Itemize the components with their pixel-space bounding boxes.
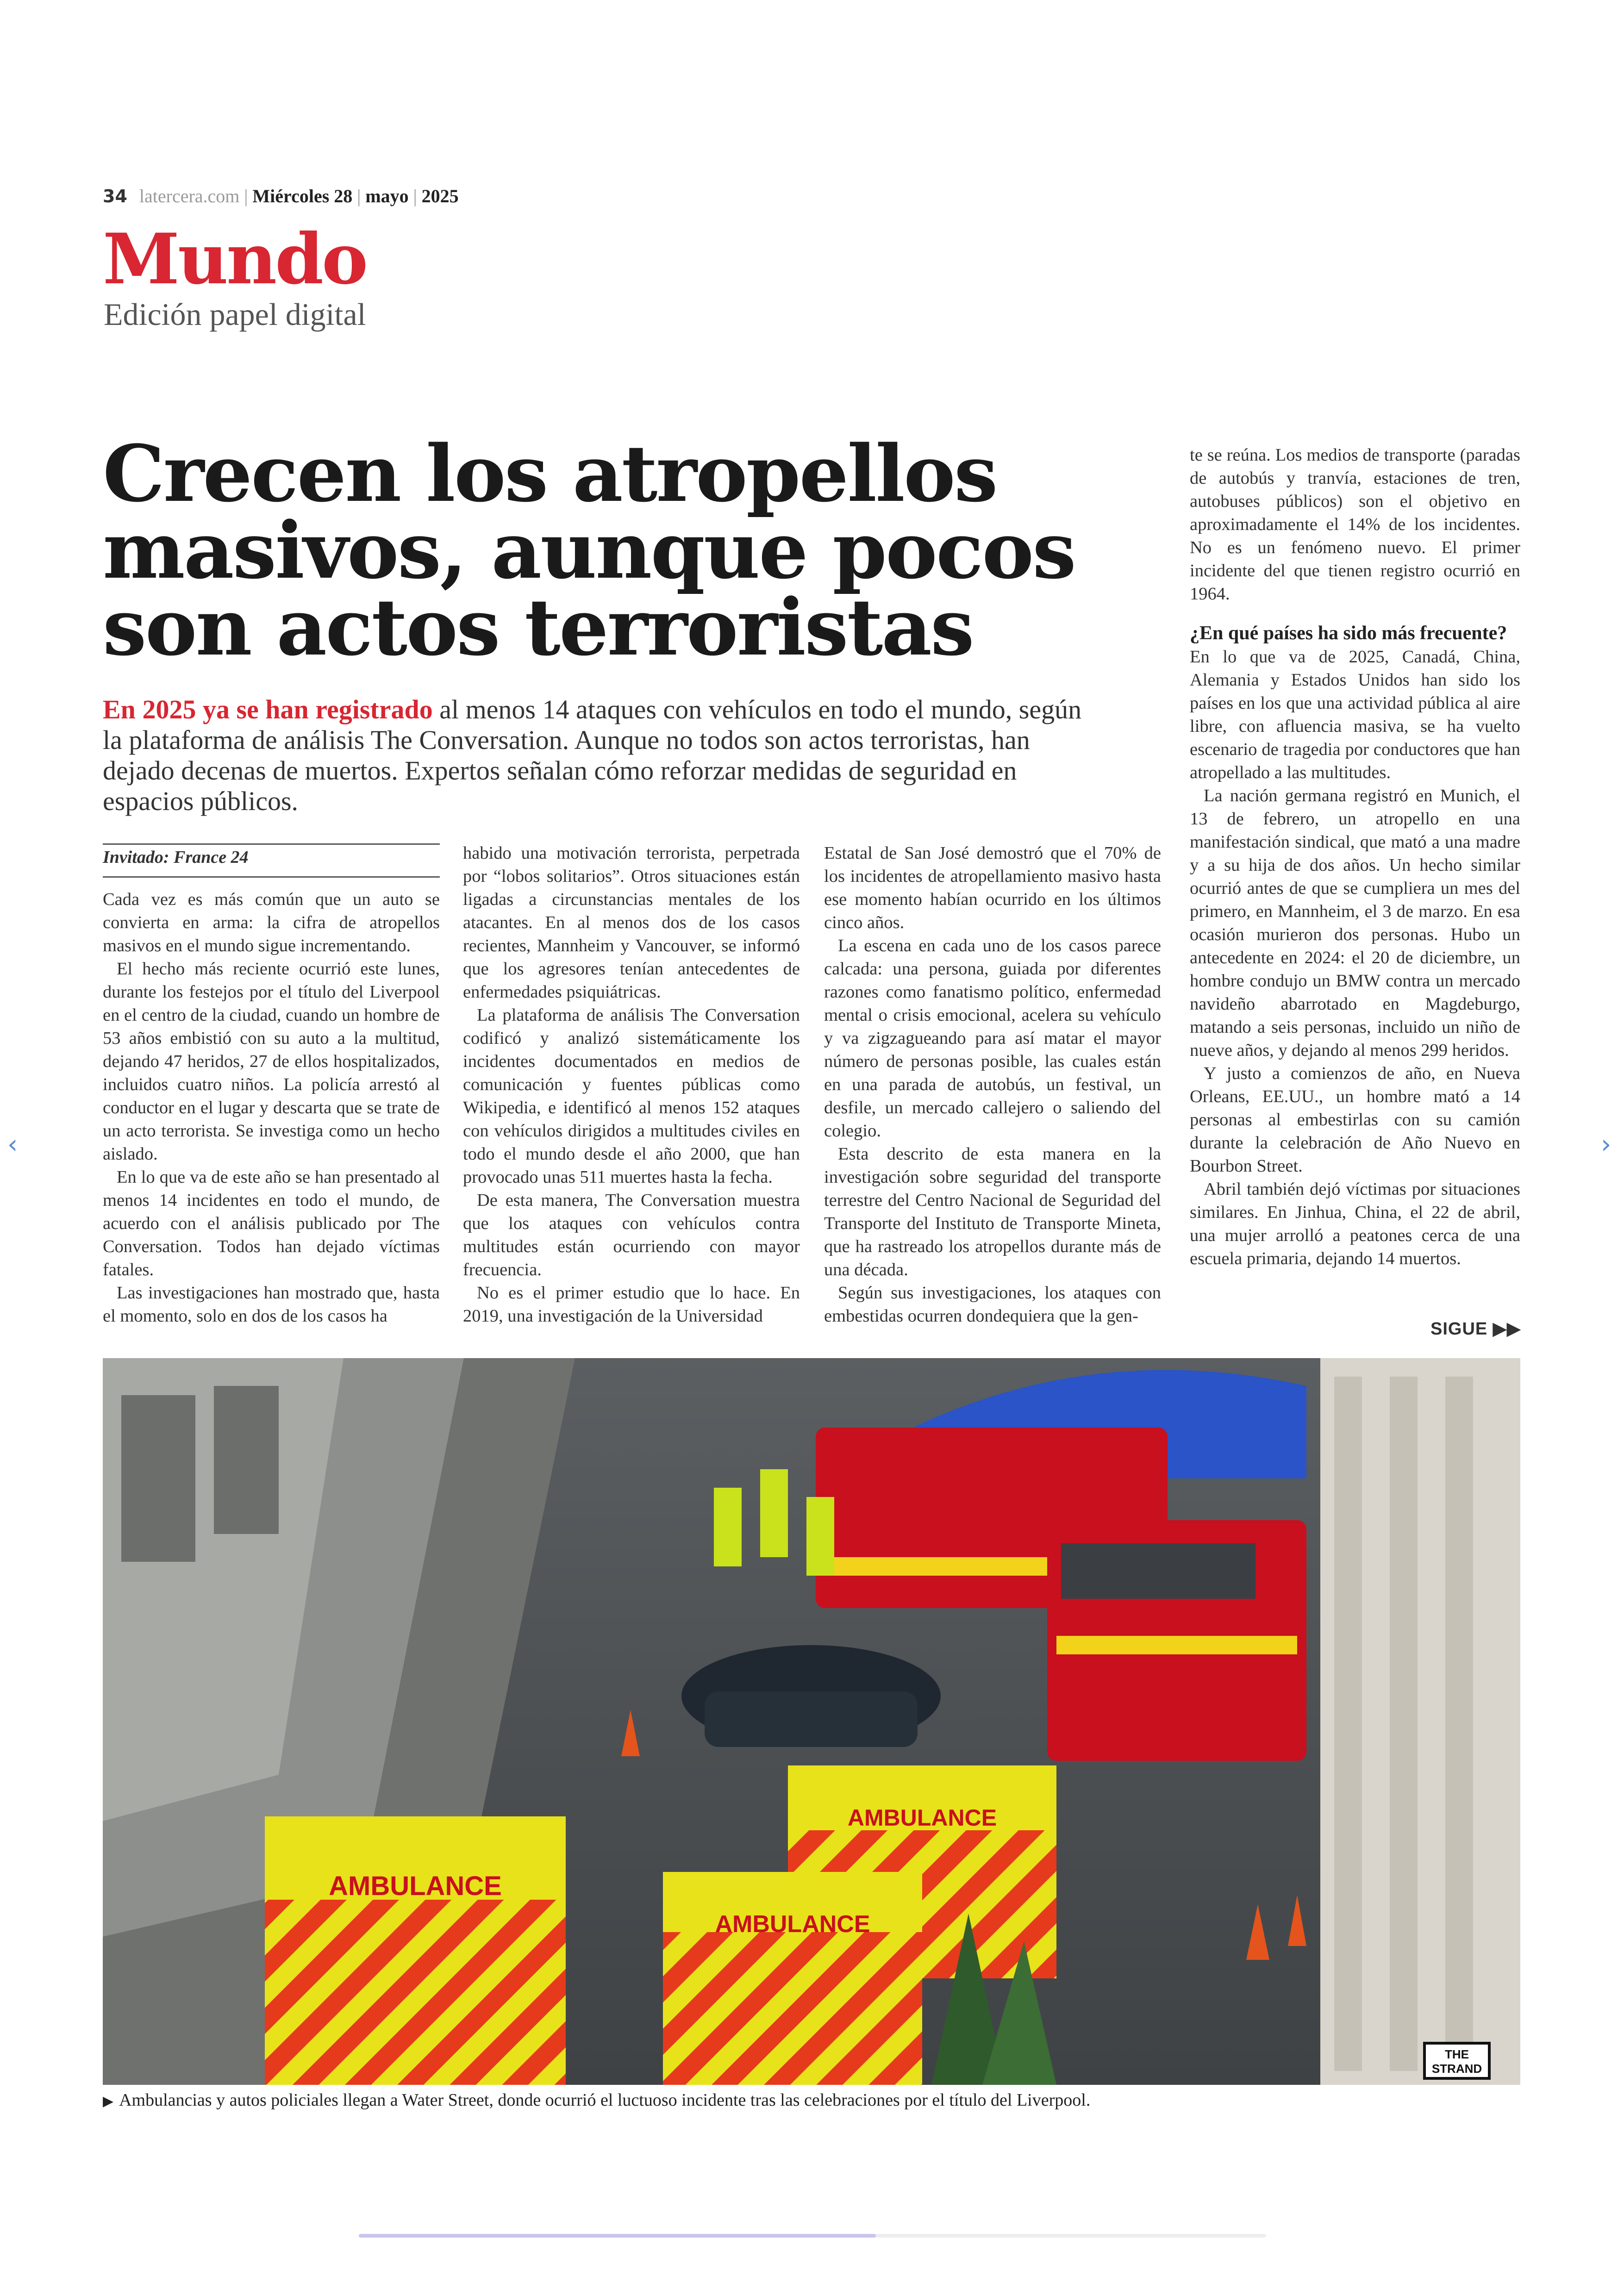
next-page-chevron-icon[interactable]: › — [1601, 1129, 1612, 1160]
paragraph: El hecho más reciente ocurrió este lunes, durante los festejos por el título del Liverpool en el centro de la ciudad, cuando un hombre de 53 años embistió con su auto a la multitud, dejando 47 heridos, 27 de ellos hospitalizados, incluidos cuatro niños. La policía arrestó al conductor en el lugar y descarta que se trate de un acto terrorista. Se investiga como un hecho aislado. — [103, 959, 440, 1164]
issue-day: Miércoles 28 — [252, 186, 353, 206]
deck-lead: En 2025 ya se han registrado — [103, 694, 433, 724]
page-folio: 34 latercera.com | Miércoles 28 | mayo | 2025 — [103, 186, 459, 206]
page-number: 34 — [103, 186, 127, 206]
previous-page-chevron-icon[interactable]: ‹ — [7, 1129, 18, 1160]
paragraph: De esta manera, The Conversation muestra que los ataques con vehículos contra multitudes están ocurriendo con mayor frecuencia. — [463, 1191, 800, 1279]
caption-text: Ambulancias y autos policiales llegan a Water Street, donde ocurrió el luctuoso incidente tras las celebraciones por el título del Liverpool. — [119, 2090, 1091, 2110]
headline-line: son actos terroristas — [103, 581, 973, 673]
article-column-4 — [1190, 443, 1520, 1270]
paragraph: No es el primer estudio que lo hace. En 2019, una investigación de la Universidad — [463, 1283, 800, 1326]
article-headline — [103, 428, 1121, 673]
byline-rule-top — [103, 843, 440, 845]
section-title: Mundo — [103, 218, 367, 300]
article-column-2 — [463, 842, 800, 1328]
article-deck — [103, 694, 1098, 817]
article-photo — [103, 1358, 1520, 2085]
article-subheading: ¿En qué países ha sido más frecuente? — [1190, 623, 1507, 644]
paragraph: habido una motivación terrorista, perpetrada por “lobos solitarios”. Otros situaciones están ligadas a circunstancias mentales de los atacantes. En al menos dos de los casos recientes, Mannheim y Vancouver, se informó que los agresores tenían antecedentes de enfermedades psiquiátricas. — [463, 843, 800, 1002]
paragraph: Abril también dejó víctimas por situaciones similares. En Jinhua, China, el 22 de abril, una mujer arrolló a peatones cerca de una escuela primaria, dejando 14 muertos. — [1190, 1179, 1520, 1268]
ambulance-label: AMBULANCE — [715, 1911, 870, 1938]
article-column-3 — [824, 842, 1161, 1328]
ambulance-label: AMBULANCE — [329, 1871, 502, 1901]
caption-triangle-icon: ▶ — [103, 2094, 114, 2109]
paragraph: te se reúna. Los medios de transporte (paradas de autobús y tranvía, estaciones de tren, autobuses públicos) son el objetivo en aproximadamente el 14% de los incidentes. No es un fenómeno nuevo. El primer incidente del que tienen registro ocurrió en 1964. — [1190, 445, 1520, 604]
paragraph: Según sus investigaciones, los ataques con embestidas ocurren dondequiera que la gen- — [824, 1283, 1161, 1326]
byline-rule-bottom — [103, 876, 440, 878]
paragraph: Cada vez es más común que un auto se convierta en arma: la cifra de atropellos masivos en el mundo sigue incrementando. — [103, 890, 440, 955]
issue-year: 2025 — [421, 186, 459, 206]
edition-subtitle: Edición papel digital — [104, 297, 366, 332]
paragraph: En lo que va de este año se han presentado al menos 14 incidentes en todo el mundo, de acuerdo con el análisis publicado por The Conversation. Todos han dejado víctimas fatales. — [103, 1167, 440, 1279]
paragraph: La plataforma de análisis The Conversation codificó y analizó sistemáticamente los incidentes documentados en medios de comunicación y fuentes públicas como Wikipedia, e identificó al menos 152 ataques con vehículos dirigidos a multitudes civiles en todo el mundo desde el año 2000, que han provocado unas 511 muertes hasta la fecha. — [463, 1005, 800, 1187]
deck-text: al menos 14 ataques con vehículos en todo el mundo, según la plataforma de análisis The Conversation. Aunque no todos son actos terroristas, han dejado decenas de muertos. Expertos señalan cómo reforzar medidas de seguridad en espacios públicos. — [103, 694, 1082, 816]
paragraph: La escena en cada uno de los casos parece calcada: una persona, guiada por diferentes razones como fanatismo político, enfermedad mental o crisis emocional, acelera su vehículo y va zigzagueando para así matar el mayor número de personas posible, las cuales están en una parada de autobús, un festival, un desfile, un mercado callejero o saliendo del colegio. — [824, 936, 1161, 1141]
issue-month: mayo — [365, 186, 409, 206]
paragraph: Y justo a comienzos de año, en Nueva Orleans, EE.UU., un hombre mató a 14 personas al embestirlas con su camión durante la celebración de Año Nuevo en Bourbon Street. — [1190, 1064, 1520, 1176]
paragraph: En lo que va de 2025, Canadá, China, Alemania y Estados Unidos han sido los países en los que una actividad pública al aire libre, con afluencia masiva, se ha vuelto escenario de tragedia por conductores que han atropellado a las multitudes. — [1190, 647, 1520, 782]
street-sign-line: THE — [1445, 2047, 1469, 2061]
photo-caption — [103, 2090, 1090, 2110]
headline-line: masivos, aunque pocos — [103, 505, 1075, 596]
paragraph: Estatal de San José demostró que el 70% de los incidentes de atropellamiento masivo hasta ese momento habían ocurrido en los últimos cinco años. — [824, 843, 1161, 932]
paragraph: Esta descrito de esta manera en la investigación sobre seguridad del transporte terrestre del Centro Nacional de Seguridad del Transporte del Instituto de Transporte Mineta, que ha rastreado los atropellos durante más de una década. — [824, 1144, 1161, 1279]
ambulance-label: AMBULANCE — [847, 1805, 997, 1831]
article-byline: Invitado: France 24 — [103, 848, 249, 867]
article-column-1 — [103, 888, 440, 1328]
paragraph: Las investigaciones han mostrado que, hasta el momento, solo en dos de los casos ha — [103, 1283, 440, 1326]
reading-progress-fill — [359, 2234, 876, 2238]
paragraph: La nación germana registró en Munich, el 13 de febrero, un atropello en una manifestación sindical, que mató a una madre y a su hija de dos años. Un hecho similar ocurrió antes de que se cumpliera un mes del primero, en Mannheim, el 3 de marzo. En esa ocasión murieron dos personas. Hubo un antecedente en 2024: el 20 de diciembre, un hombre condujo un BMW contra un mercado navideño abarrotado en Magdeburgo, matando a seis personas, incluido un niño de nueve años, y dejando al menos 299 heridos. — [1190, 786, 1520, 1060]
site-name: latercera.com — [139, 186, 240, 206]
continue-label: SIGUE ▶▶ — [1430, 1319, 1521, 1339]
headline-line: Crecen los atropellos — [103, 428, 997, 519]
street-sign-line: STRAND — [1431, 2062, 1482, 2076]
